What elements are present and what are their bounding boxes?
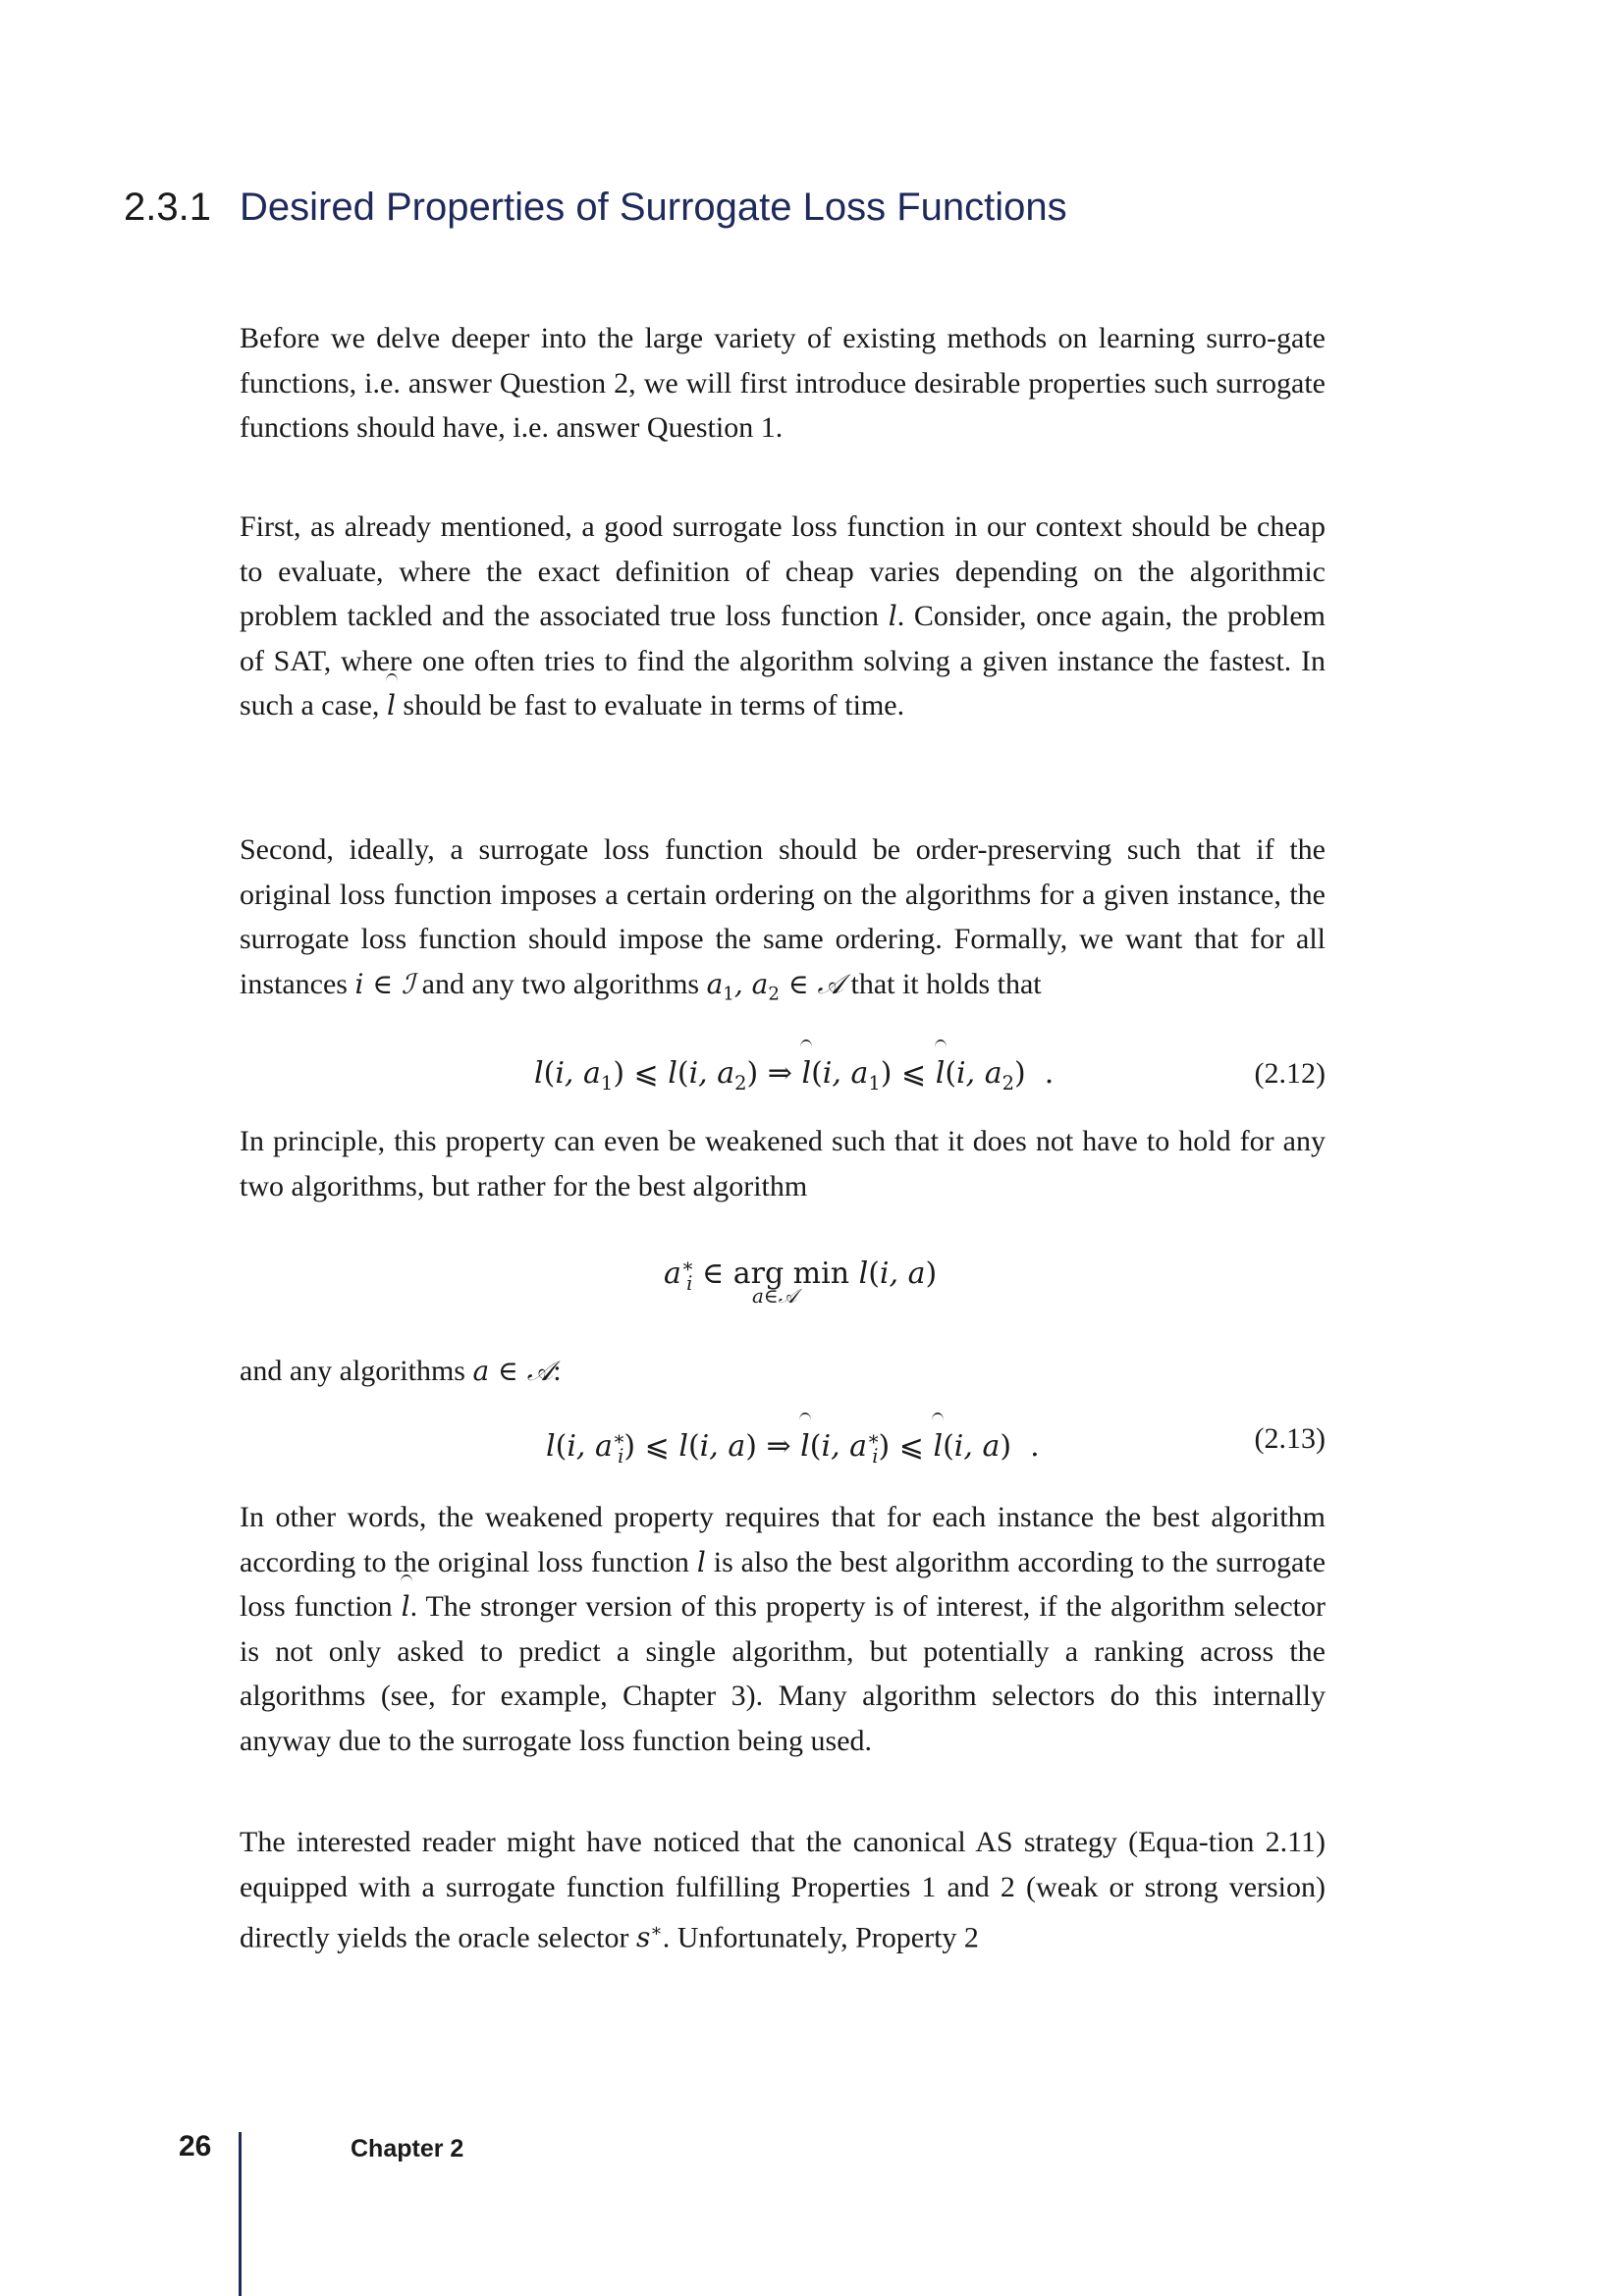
paragraph-6 <box>240 1495 1326 1763</box>
paragraph-7 <box>240 1820 1326 1960</box>
math-s-star: s∗ <box>636 1921 663 1954</box>
paragraph-3 <box>240 828 1326 1017</box>
chapter-label: Chapter 2 <box>351 2135 464 2163</box>
math-a1-a2-in-A: $a_1$, $a_2$ ∈ 𝒜 <box>706 967 843 1005</box>
paragraph-6-text-b: is also the best algorithm according to the surrogate loss function <box>240 1545 1326 1623</box>
equation-2-13 <box>240 1415 1326 1468</box>
paragraph-7-text-b: . Unfortunately, Property 2 <box>662 1921 979 1954</box>
section-title: Desired Properties of Surrogate Loss Functions <box>240 186 1067 229</box>
paragraph-3-text-c: that it holds that <box>850 967 1042 1000</box>
footer-divider <box>239 2132 242 2296</box>
paragraph-6-text-a: In other words, the weakened property requires that for each instance the best algorithm according to the original loss function <box>240 1501 1326 1578</box>
paragraph-5: and any algorithms a ∈ 𝒜: <box>240 1355 562 1387</box>
math-i-in-I: i ∈ ℐ <box>354 967 415 1000</box>
paragraph-1: Before we delve deeper into the large variety of existing methods on learning surro-gate functions, i.e. answer Question 2, we will first introduce desirable properties such surrogate functions should have, i.e. answer Question 1. <box>240 322 1326 444</box>
math-l-2: l <box>696 1545 706 1578</box>
equation-2-13-body: l(i, $a^∗_i$) ⩽ l(i, a) ⇒ l(i, $a^∗_i$) ⩽ l(i, a) . <box>546 1415 1040 1481</box>
section-heading <box>124 183 1067 232</box>
paragraph-6-text-c: . The stronger version of this property is of interest, if the algorithm selector is not only asked to predict a single algorithm, but potentially a ranking across the algorithms (see, for example, Chapter 3). Many algorithm selectors do this internally anyway due to the surrogate loss function being used. <box>240 1590 1326 1757</box>
math-l: l <box>888 600 897 632</box>
equation-2-12-body: l(i, $a_1$) ⩽ l(i, $a_2$) ⇒ l(i, $a_1$) ⩽ l(i, $a_2$) . <box>534 1049 1054 1108</box>
paragraph-7-text-a: The interested reader might have noticed that the canonical AS strategy (Equa-tion 2.11) equipped with a surrogate function fulfilling Properties 1 and 2 (weak or strong version) directly yields the oracle selector <box>240 1826 1326 1954</box>
argmin-display <box>240 1245 1326 1313</box>
math-a-in-A: a ∈ 𝒜 <box>472 1355 554 1387</box>
paragraph-4: In principle, this property can even be weakened such that it does not have to hold for any two algorithms, but rather for the best algorithm <box>240 1125 1326 1202</box>
paragraph-2-text-c: should be fast to evaluate in terms of time. <box>403 689 905 721</box>
paragraph-3-text-a: Second, ideally, a surrogate loss function should be order-preserving such that if the original loss function imposes a certain ordering on the algorithms for a given instance, the surrogate loss function should impose the same ordering. Formally, we want that for all instances <box>240 833 1326 1000</box>
paragraph-2-text-b: . Consider, once again, the problem of SAT, where one often tries to find the algorithm solving a given instance the fastest. In such a case, <box>240 600 1326 721</box>
argmin-label: arg min <box>732 1256 850 1291</box>
equation-2-12-number: (2.12) <box>1254 1057 1326 1090</box>
paragraph-5-text-a: and any algorithms <box>240 1355 465 1387</box>
paragraph-3-text-b: and any two algorithms <box>421 967 700 1000</box>
math-l-hat-2: l <box>402 1590 410 1623</box>
paragraph-2-text-a: First, as already mentioned, a good surrogate loss function in our context should be cheap to evaluate, where the exact definition of cheap varies depending on the algorithmic problem tackled and the associated true loss function <box>240 510 1326 632</box>
math-l-hat: l <box>387 689 396 721</box>
equation-2-13-number: (2.13) <box>1254 1422 1326 1455</box>
equation-2-12 <box>240 1049 1326 1098</box>
argmin-expression: $a^∗_i$ ∈ arg min l(i, a) <box>664 1255 938 1295</box>
page-number: 26 <box>179 2130 212 2163</box>
paragraph-2 <box>240 505 1326 728</box>
section-number: 2.3.1 <box>124 186 211 229</box>
argmin-subscript: a∈𝒜 <box>752 1284 797 1308</box>
